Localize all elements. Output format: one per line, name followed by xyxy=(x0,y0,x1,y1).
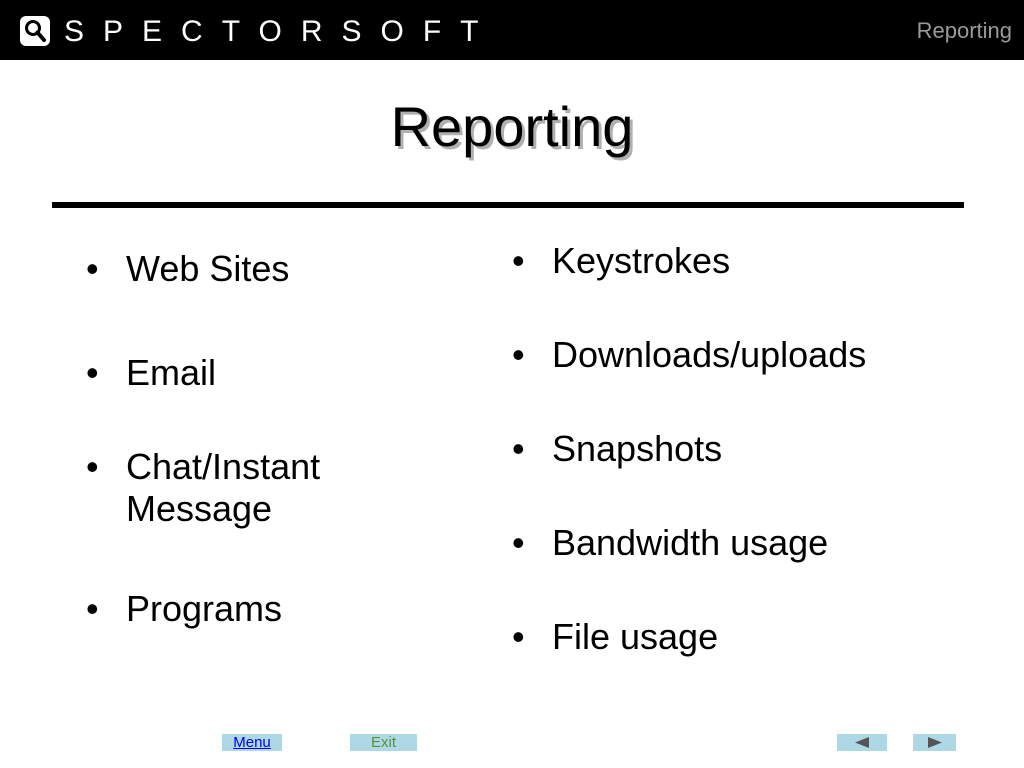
page-title: Reporting xyxy=(390,95,634,158)
menu-button[interactable]: Menu xyxy=(222,734,282,751)
list-item: • Chat/Instant Message xyxy=(86,446,386,530)
list-item: • Web Sites xyxy=(86,248,426,290)
previous-slide-button[interactable] xyxy=(837,734,887,751)
list-item: • Keystrokes xyxy=(512,240,992,282)
header-bar xyxy=(0,0,1024,60)
title-divider xyxy=(52,202,964,208)
next-slide-button[interactable] xyxy=(913,734,956,751)
list-item: • File usage xyxy=(512,616,992,658)
triangle-left-icon xyxy=(854,737,870,748)
list-item: • Bandwidth usage xyxy=(512,522,992,564)
list-item: • Email xyxy=(86,352,426,394)
list-item: • Programs xyxy=(86,588,426,630)
triangle-right-icon xyxy=(927,737,943,748)
exit-button[interactable]: Exit xyxy=(350,734,417,751)
list-item: • Downloads/uploads xyxy=(512,334,992,376)
list-item: • Snapshots xyxy=(512,428,992,470)
section-label: Reporting xyxy=(916,18,1012,43)
magnifier-logo-icon xyxy=(20,16,50,46)
brand-name: SPECTORSOFT xyxy=(64,15,498,48)
